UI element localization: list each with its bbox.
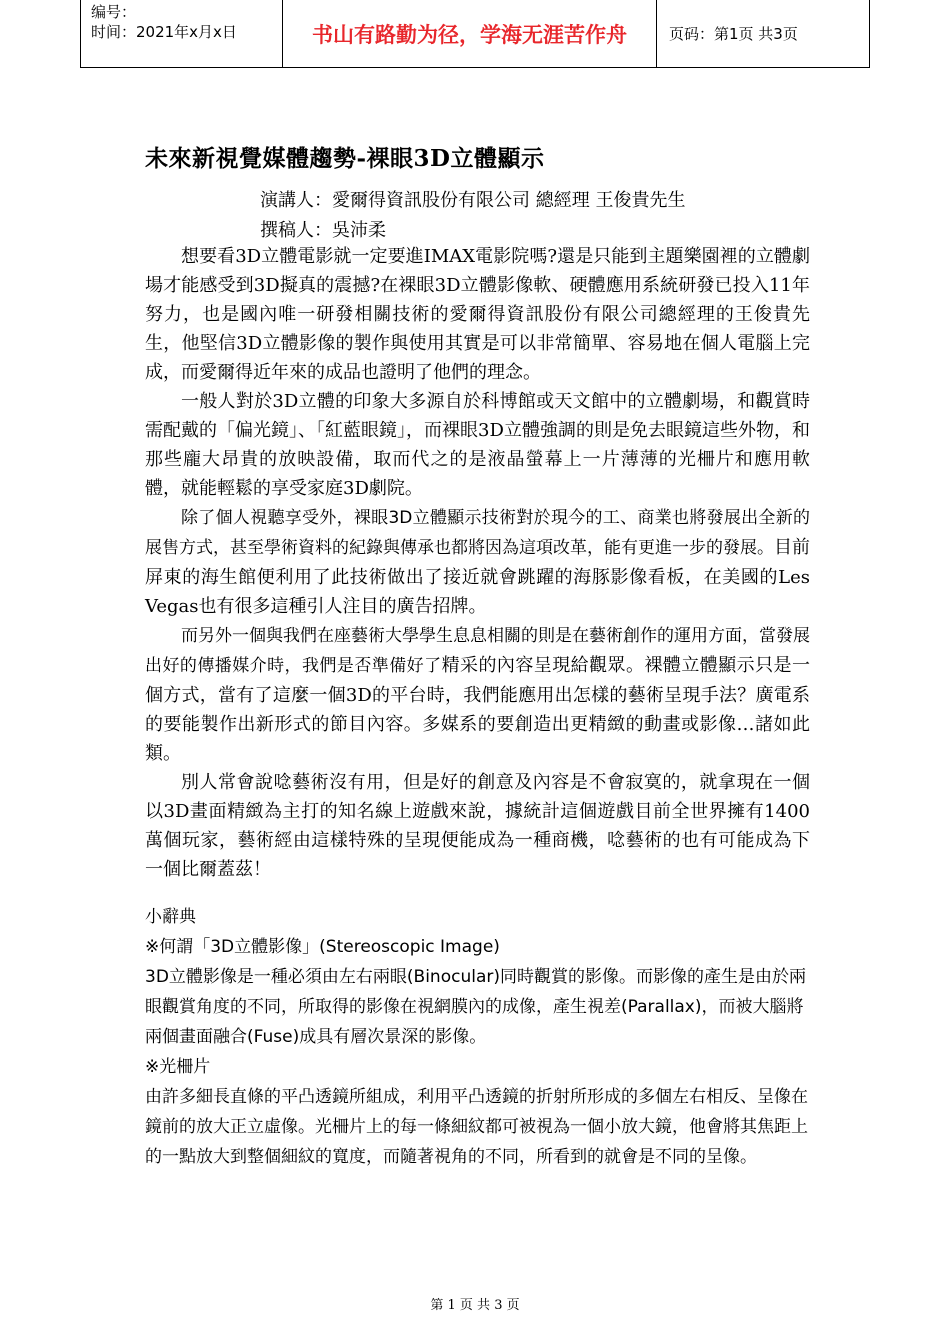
- paragraph-text-sans: 而另外一個與我們在座藝術大學學生息息相關的則是在藝術創作的運用方面，當發展出好的傳播媒介時，我們是否準備好了: [145, 626, 810, 676]
- paragraph-text: 目前屏東的海生館便利用了此技術做出了接近就會跳躍的海豚影像看板，在美國的Les Vegas也有很多這種引人注目的廣告招牌。: [145, 537, 810, 617]
- page-footer: 第 1 页 共 3 页: [430, 1298, 520, 1313]
- paragraph-3: [145, 503, 810, 621]
- glossary-def-stereoscopic: 3D立體影像是一種必須由左右兩眼(Binocular)同時觀賞的影像。而影像的產生是由於兩眼觀賞角度的不同，所取得的影像在視網膜內的成像，產生視差(Parallax)，而被大腦將兩個畫面融合(Fuse)成具有層次景深的影像。: [145, 967, 806, 1047]
- page-cell: [657, 0, 869, 67]
- paragraph-text: 一般人對於3D立體的印象大多源自於科博館或天文館中的立體劇場，和觀賞時需配戴的「偏光鏡」、「紅藍眼鏡」，而裸眼3D立體強調的則是免去眼鏡這些外物，和那些龐大昂貴的放映設備，取而代之的是液晶螢幕上一片薄薄的光柵片和應用軟體，就能輕鬆的享受家庭3D劇院。: [145, 391, 810, 499]
- paragraph-1: [145, 242, 810, 387]
- glossary-def-lenticular: 由許多細長直條的平凸透鏡所組成，利用平凸透鏡的折射所形成的多個左右相反、呈像在鏡前的放大正立虛像。光柵片上的每一條細紋都可被視為一個小放大鏡，他會將其焦距上的一點放大到整個細紋的寬度，而隨著視角的不同，所看到的就會是不同的呈像。: [145, 1087, 808, 1167]
- paragraph-4: [145, 621, 810, 768]
- document-title: 未來新視覺媒體趨勢-裸眼3D立體顯示: [145, 145, 545, 172]
- motto-text: 书山有路勤为径，学海无涯苦作舟: [312, 22, 627, 47]
- glossary-heading: 小辭典: [145, 907, 196, 927]
- glossary-term-stereoscopic: ※何謂「3D立體影像」(Stereoscopic Image): [145, 937, 500, 957]
- paragraph-text: 想要看3D立體電影就一定要進IMAX電影院嗎?還是只能到主題樂園裡的立體劇場才能感受到3D擬真的震撼?在裸眼3D立體影像軟、硬體應用系統研發已投入11年努力，也是國內唯一研發相關技術的愛爾得資訊股份有限公司總經理的王俊貴先生，他堅信3D立體影像的製作與使用其實是可以非常簡單、容易地在個人電腦上完成，而愛爾得近年來的成品也證明了他們的理念。: [145, 246, 810, 383]
- glossary-term-lenticular: ※光柵片: [145, 1057, 211, 1077]
- paragraph-2: [145, 387, 810, 503]
- header-table: [80, 0, 870, 68]
- page-label: 页码：第1页 共3页: [669, 25, 798, 43]
- paragraph-text: 精采的內容呈現給觀眾。裸體立體顯示只是一個方式，當有了這麼一個3D的平台時，我們能應用出怎樣的藝術呈現手法？廣電系的要能製作出新形式的節目內容。多媒系的要創造出更精緻的動畫或影像…諸如此類。: [145, 655, 811, 764]
- writer-line: 撰稿人：吳沛柔: [260, 220, 386, 241]
- paragraph-text: 別人常會說唸藝術沒有用，但是好的創意及內容是不會寂寞的，就拿現在一個以3D畫面精緻為主打的知名線上遊戲來說，據統計這個遊戲目前全世界擁有1400萬個玩家，藝術經由這樣特殊的呈現便能成為一種商機，唸藝術的也有可能成為下一個比爾蓋茲！: [145, 772, 810, 880]
- header-info-cell: [81, 0, 283, 67]
- time-label: 时间：2021年x月x日: [91, 23, 237, 41]
- speaker-line: 演講人：愛爾得資訊股份有限公司 總經理 王俊貴先生: [260, 190, 686, 211]
- paragraph-text-sans: 除了個人視聽享受外，裸眼3D立體顯示技術對於現今的工、商業也將發展出全新的展售方式，甚至學術資料的紀錄與傳承也都將因為這項改革，能有更進一步的發展。: [145, 508, 810, 558]
- code-label: 编号：: [91, 3, 137, 21]
- glossary-section: [145, 902, 810, 1172]
- paragraph-5: [145, 768, 810, 884]
- article-body: [145, 242, 810, 884]
- motto-cell: [283, 0, 657, 67]
